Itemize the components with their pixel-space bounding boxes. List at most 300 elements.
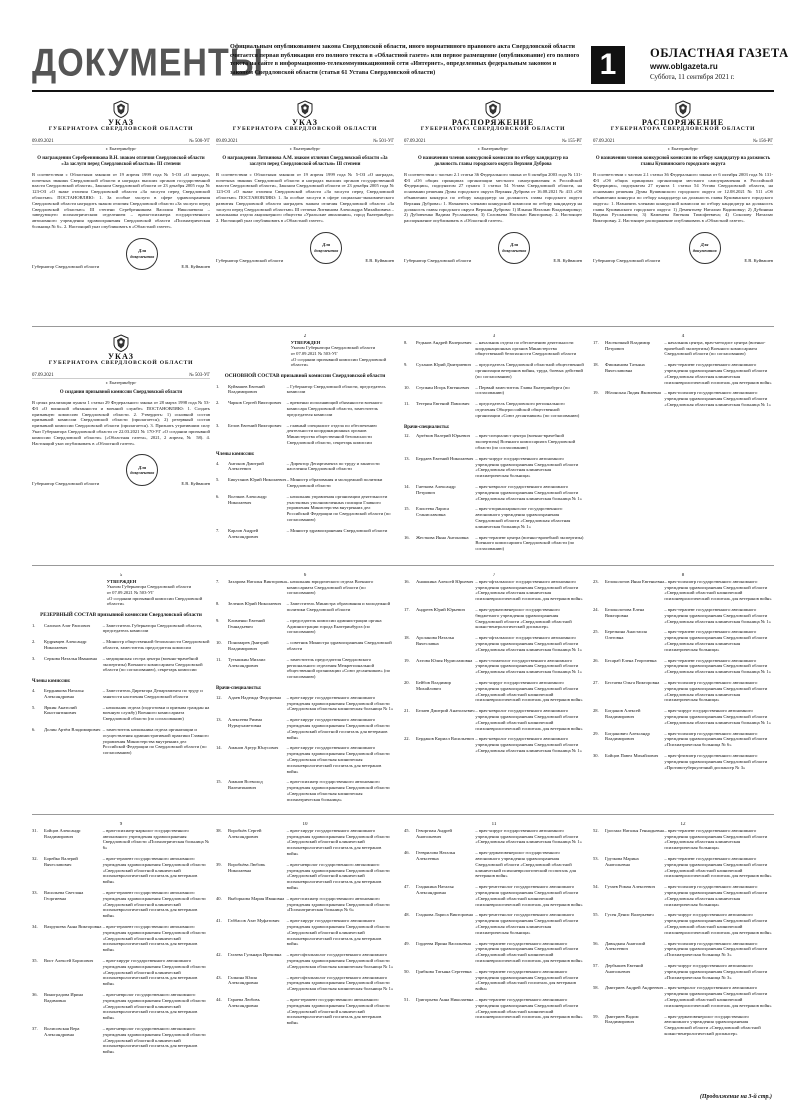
decree-panel <box>216 100 394 320</box>
member-position: – председатель Свердловской областной общественной организации ветеранов войны, труда, боевых действий (по согласованию) <box>475 362 584 379</box>
member-row <box>404 433 584 450</box>
signer-name: Е.В. Куйвашев <box>181 480 210 486</box>
member-position: – врач-невролог государственного автономного учреждения здравоохранения Свердловской области «Свердловский областной клинический психоневрологический госпиталь для ветеранов войн» <box>664 985 772 1008</box>
annex-page-number: 10 <box>302 822 308 827</box>
member-number: 6. <box>216 493 220 499</box>
member-position: – врач-терапевт государственного автономного учреждения здравоохранения Свердловской области «Свердловский областной клинический психоневрологический госпиталь для ветеранов войн» <box>475 940 583 963</box>
member-number: 25. <box>593 629 599 635</box>
member-row <box>32 1026 210 1055</box>
member-position: – врач-психиатр государственного автономного учреждения здравоохранения Свердловской области «Свердловская областная клиническая психиатрическая больница» <box>664 884 768 907</box>
member-number: 9. <box>404 362 408 368</box>
member-position: – врач-терапевт центра (военно-врачебной экспертизы) Военного комиссариата Свердловской области (по согласованию) <box>475 534 584 552</box>
member-row <box>216 828 394 857</box>
member-name: Аманов Артур Юнусович <box>228 745 279 751</box>
decree-subtitle: ГУБЕРНАТОРА СВЕРДЛОВСКОЙ ОБЛАСТИ <box>232 125 378 132</box>
member-row <box>216 423 394 446</box>
member-name: Кудрявцев Александр Николаевич <box>44 639 87 650</box>
page-header <box>0 0 800 92</box>
decree-meta <box>216 139 394 146</box>
member-name: Тетерин Евгений Павлович <box>416 401 470 407</box>
member-position: – врач-терапевт государственного автономного учреждения здравоохранения Свердловской области «Свердловская областная клиническая больница № 1» <box>664 657 771 675</box>
member-number: 57. <box>593 962 599 968</box>
member-row <box>216 997 394 1026</box>
member-name: Фишкинова Татьяна Вячеславовна <box>605 362 645 373</box>
member-row <box>404 362 584 379</box>
member-name: Насекочный Владимир Петрович <box>605 339 650 351</box>
member-number: 3. <box>216 422 220 428</box>
member-name: Габбасов Азат Муфатович <box>228 918 280 924</box>
member-number: 32. <box>32 855 38 861</box>
member-number: 44. <box>216 996 222 1002</box>
official-stamp: Для документов <box>310 232 342 264</box>
member-name: Пономарев Дмитрий Владимирович <box>228 640 269 651</box>
decree-body: В соответствии с частью 2.1 статьи 36 Федерального закона от 6 октября 2003 года № 131-ФЗ «Об общих принципах организации местного самоуправления в Российской Федерации», подпунктом 27 пункта 1 статьи 54 Устава Свердловской области, на основании решения Думы Кушвинского городского округа от 12.08.2021 № 511 «Об объявлении конкурса по отбору кандидатур на должность главы Кушвинского городского округа»: 1. Назначить членами конкурсной комиссии по отбору кандидатур на должность главы Кушвинского городского округа: 1) Дементьеву Наталью Вадимовну; 2) Дубинина Вадима Руслановича; 3) Каменева Евгения Тимофеевича; 4) Соколову Наталью Викторовну. 2. Настоящее распоряжение опубликовать в «Областной газете». <box>593 171 773 224</box>
member-position: – врач-дерматовенеролог государственного бюджетного учреждения здравоохранения Свердловской области «Свердловский областной кожно-венерологический диспансер» <box>475 606 572 630</box>
member-number: 11. <box>216 656 222 662</box>
decree-meta <box>404 139 582 146</box>
member-position: – врач-хирург государственного автономного учреждения здравоохранения Свердловской области «Свердловский областной госпиталь для ветеранов войн» <box>286 717 390 740</box>
member-name: Ступкин Игорь Евгеньевич <box>416 384 470 390</box>
member-number: 52. <box>593 827 599 833</box>
decree-subtitle: ГУБЕРНАТОРА СВЕРДЛОВСКОЙ ОБЛАСТИ <box>48 359 194 366</box>
member-row <box>593 884 773 907</box>
member-name: Васильева Светлана Георгиевна <box>44 889 84 901</box>
member-position: – начальник отдела по обеспечению деятельности координационных органов Министерства общественной безопасности Свердловской области <box>475 339 577 357</box>
member-number: 45. <box>404 827 410 833</box>
member-position: – врач-хирург государственного автономного учреждения здравоохранения Свердловской области «Свердловский областной клинический психоневрологический госпиталь для ветеранов войн» <box>286 827 390 856</box>
member-number: 15. <box>404 506 410 512</box>
decree-panel <box>593 100 773 320</box>
member-name: Дмитриев Вадим Владимирович <box>605 1013 639 1025</box>
member-name: Воробьёв Сергей Александрович <box>228 827 262 839</box>
member-row <box>32 656 210 673</box>
member-row <box>593 579 773 602</box>
member-number: 17. <box>404 606 410 612</box>
member-position: – врач-офтальмолог государственного автономного учреждения здравоохранения Свердловской области «Свердловская областная клиническая больница № 1» <box>286 952 394 969</box>
member-position: – Директор Департамента по труду и занятости населения Свердловской области <box>286 460 380 472</box>
decree-city: г. Екатеринбург <box>667 146 699 152</box>
member-number: 43. <box>216 974 222 980</box>
decree-city: г. Екатеринбург <box>477 146 509 152</box>
signer-role: Губернатор Свердловской области <box>404 258 472 264</box>
member-name: Гагаева Гульнара Ирековна <box>228 952 282 958</box>
member-number: 23. <box>593 578 599 584</box>
row-divider <box>32 565 774 566</box>
member-name: Андреев Юрий Юрьевич <box>416 606 465 612</box>
signature-block <box>216 230 394 264</box>
member-name: Гузаев Роман Алексеевич <box>605 884 656 890</box>
decree-panel <box>32 334 210 559</box>
newspaper-site-link[interactable]: www.oblgazeta.ru <box>650 62 718 71</box>
decree-city: г. Екатеринбург <box>289 146 321 152</box>
member-name: Алексеева Римма Нурмухаметовна <box>228 717 263 728</box>
member-name: Бестаева Ольга Викторовна <box>605 679 660 685</box>
member-row <box>404 997 584 1020</box>
member-name: Белоколотов Инна Евгеньевна <box>605 578 665 584</box>
member-number: 59. <box>593 1013 599 1019</box>
member-number: 4. <box>32 687 36 693</box>
member-position: – врач-офтальмолог государственного автономного учреждения здравоохранения Свердловской области «Свердловская областная клиническая психоневрологический госпиталь для ветеранов войн» <box>475 578 583 602</box>
member-row <box>593 753 773 770</box>
row-divider <box>32 326 774 327</box>
group-heading: Врачи-специалисты: <box>404 424 450 430</box>
member-name: Белоколотова Елена Викторовна <box>605 606 645 618</box>
member-number: 16. <box>404 534 410 540</box>
decree-number: № 155-РГ <box>561 138 582 144</box>
signature-block <box>404 230 582 264</box>
member-name: Геворгиан Андрей Анатольевич <box>416 827 452 839</box>
member-row <box>216 975 394 992</box>
annex-page-number: 9 <box>119 822 123 827</box>
member-number: 1. <box>32 622 36 628</box>
member-row <box>404 884 584 907</box>
member-number: 10. <box>216 640 222 646</box>
member-row <box>32 727 210 756</box>
member-row <box>216 384 394 396</box>
decree-meta <box>32 373 210 380</box>
commission-list-panel <box>593 334 773 559</box>
decree-number: № 501-УГ <box>373 138 394 144</box>
member-position: – врач-рентгенолог государственного автономного учреждения здравоохранения Свердловской области «Свердловская областная клиническая психиатрическая больница» <box>475 912 579 935</box>
decree-meta <box>593 139 773 146</box>
member-number: 56. <box>593 940 599 946</box>
member-position: – врач-терапевт государственного автономного учреждения здравоохранения Свердловской области «Свердловский областной клинический психоневрологический госпиталь для ветеранов войн» <box>475 996 583 1020</box>
member-row <box>593 340 773 357</box>
member-row <box>404 401 584 418</box>
member-number: 14. <box>216 745 222 751</box>
member-position: – медицинская сестра центра (военно-врачебной экспертизы) Военного комиссариата Свердловской области (по согласованию), секретарь комиссии <box>102 655 203 673</box>
member-position: – врач-хирург государственного автономного учреждения здравоохранения Свердловской области «Свердловская областная клиническая психоневрологический госпиталь для ветеранов войн» <box>286 745 390 774</box>
approval-block <box>291 340 394 368</box>
signer-name: Е.В. Куйвашев <box>181 263 210 269</box>
decree-title: УКАЗ <box>108 118 134 127</box>
member-position: – врач-психиатр государственного автономного учреждения здравоохранения Свердловской области «Свердловская областная клиническая больница № 1» <box>664 390 771 407</box>
decree-city: г. Екатеринбург <box>105 380 137 386</box>
member-number: 15. <box>216 779 222 785</box>
member-row <box>32 924 210 953</box>
member-number: 12. <box>404 433 410 439</box>
member-number: 54. <box>593 884 599 890</box>
member-position: – врач-хирург государственного автономного учреждения здравоохранения Свердловской области «Свердловская областная клиническая больница № 1» <box>286 694 394 712</box>
annex-page-number: 7 <box>492 573 496 578</box>
member-row <box>216 618 394 635</box>
member-number: 49. <box>404 940 410 946</box>
member-row <box>216 528 394 540</box>
member-name: Богданович Александр Владимирович <box>605 730 650 742</box>
member-name: Анашкина Алексей Юрьевич <box>416 578 474 584</box>
commission-list-panel <box>216 822 394 1092</box>
member-name: Воробьёва Любовь Николаевна <box>228 861 266 873</box>
member-position: – врач-оториноларинголог государственного автономного учреждения здравоохранения Свердловской области «Свердловская областная клиническая больница № 1» <box>475 506 571 529</box>
member-position: – врач-терапевт государственного автономного учреждения здравоохранения Свердловской области «Свердловская областная клиническая больница № 1» <box>664 606 771 624</box>
commission-list-panel <box>404 334 584 559</box>
approval-label: УТВЕРЖДЕН <box>106 578 137 584</box>
member-row <box>216 657 394 680</box>
member-position: – временно исполняющий обязанности военного комиссара Свердловской области, заместитель председателя комиссии <box>286 400 383 417</box>
approval-block <box>107 579 210 607</box>
decree-title: УКАЗ <box>108 352 134 361</box>
signer-name: Е.В. Куйвашев <box>744 258 773 264</box>
member-number: 29. <box>593 730 599 736</box>
member-name: Гросмал Наталья Геннадьевна <box>605 827 664 833</box>
member-number: 19. <box>404 657 410 663</box>
member-row <box>404 456 584 479</box>
member-number: 8. <box>216 601 220 607</box>
decree-body: В соответствии с Областным законом от 19 апреля 1999 года № 5-ОЗ «О наградах, почетных званиях Свердловской области и наградах высших органов государственной власти Свердловской области», Законом Свердловской области от 23 декабря 2005 года № 123-ОЗ «О знаке отличия Свердловской области «За заслуги перед Свердловской областью» ПОСТАНОВЛЯЮ: 1. За особые заслуги в сфере социально-экономического развития Свердловской области наградить знаком отличия Свердловской области «За заслуги перед Свердловской областью» III степени Литвинова Александра Михайловича – начальника отдела акционерного общества «Уральские авиалинии», город Екатеринбург. 2. Настоящий указ опубликовать в «Областной газете». <box>216 171 394 224</box>
decree-date: 07.09.2021 <box>404 138 426 144</box>
member-row <box>404 708 584 731</box>
member-name: Виноградова Ирина Вадимовна <box>44 991 83 1003</box>
member-row <box>216 717 394 740</box>
member-number: 47. <box>404 884 410 890</box>
member-number: 41. <box>216 918 222 924</box>
commission-list-panel <box>216 573 394 808</box>
member-name: Редьков Андрей Валерьевич <box>416 339 472 345</box>
member-number: 53. <box>593 855 599 861</box>
member-number: 38. <box>216 827 222 833</box>
member-name: Елисеева Лариса Станиславовна <box>416 506 450 518</box>
member-row <box>593 1014 773 1037</box>
member-position: – врач-невролог государственного автономного учреждения здравоохранения Свердловской области «Свердловский областной клинический психоневрологический госпиталь для ветеранов войн» <box>475 708 583 731</box>
member-name: Артёмов Валерий Юрьевич <box>416 433 471 439</box>
member-row <box>404 579 584 602</box>
member-name: Чарков Сергей Викторович <box>228 400 282 406</box>
coat-of-arms-icon <box>485 100 501 118</box>
member-position: – врач-дерматовенеролог государственного автономного учреждения здравоохранения Свердловской области «Свердловский областной кожно-венерологический диспансер» <box>664 1013 761 1036</box>
member-position: – врач-хирург государственного автономного учреждения здравоохранения Свердловской области «Свердловский областной клинический психоневрологический госпиталь для ветеранов войн» <box>102 957 206 987</box>
annex-page-number: 2 <box>303 334 307 339</box>
member-row <box>404 607 584 630</box>
decree-body: В целях реализации пункта 1 статьи 29 Федерального закона от 28 марта 1998 года № 53-ФЗ «О воинской обязанности и военной службе» ПОСТАНОВЛЯЮ: 1. Создать призывную комиссию Свердловской области. 2. Утвердить: 1) основной состав призывной комиссии Свердловской области (прилагается); 2) резервный состав призывной комиссии Свердловской области (прилагается). 3. Признать утратившим силу Указ Губернатора Свердловской области от 22.03.2021 № 170-УГ «О создании призывной комиссии Свердловской области» («Областная газета», 2021, 2 апреля, № 58). 4. Настоящий указ опубликовать в «Областной газете». <box>32 399 210 446</box>
member-row <box>593 390 773 407</box>
member-position: – врач-психиатр государственного автономного учреждения здравоохранения Свердловской области «Свердловская областная клиническая психиатрическая больница» <box>286 779 390 802</box>
member-position: – врач-хирург государственного автономного учреждения здравоохранения Свердловской области «Психиатрическая больница № 3» <box>664 962 768 980</box>
member-name: Антонов Дмитрий Алексеевич <box>228 460 264 472</box>
member-number: 51. <box>404 996 410 1002</box>
member-number: 4. <box>216 460 220 466</box>
member-name: Карлов Андрей Александрович <box>228 527 259 539</box>
commission-list-panel <box>32 822 210 1092</box>
decree-number: № 156-РГ <box>752 138 773 144</box>
member-number: 55. <box>593 912 599 918</box>
member-row <box>216 745 394 774</box>
decree-heading: О назначении членов конкурсной комиссии по отбору кандидатур на должность главы городского округа Верхняя Дуброва <box>417 156 569 167</box>
approval-line: Указом Губернатора Свердловской области <box>106 584 192 590</box>
member-row <box>32 623 210 635</box>
approval-line: от 07.09.2021 № 503-УГ <box>106 589 154 595</box>
signer-role: Губернатор Свердловской области <box>216 258 284 264</box>
member-row <box>593 731 773 748</box>
member-row <box>404 484 584 501</box>
member-number: 42. <box>216 952 222 958</box>
member-row <box>404 850 584 879</box>
member-number: 48. <box>404 912 410 918</box>
member-number: 13. <box>216 717 222 723</box>
member-number: 27. <box>593 679 599 685</box>
member-row <box>593 963 773 980</box>
member-row <box>404 941 584 964</box>
member-position: – врач-фтизиатр государственного автономного учреждения здравоохранения Свердловской области «Противотуберкулезный диспансер № 3» <box>664 752 768 770</box>
member-position: – Заместитель Губернатора Свердловской области, председатель комиссии <box>102 622 203 634</box>
member-number: 40. <box>216 895 222 901</box>
member-name: Аманов Всеволод Валентинович <box>228 779 263 791</box>
member-name: Галкина Юлия Александровна <box>228 974 258 986</box>
member-position: – врач-терапевт государственного автономного учреждения здравоохранения Свердловской области «Свердловский областной клинический психоневрологический госпиталь для ветеранов войн» <box>102 889 206 919</box>
decree-panel <box>404 100 582 320</box>
member-name: Гладкова Лариса Викторовна <box>416 912 473 918</box>
member-name: Гараева Любовь Александровна <box>228 996 260 1008</box>
member-position: – врач-невролог государственного автономного учреждения здравоохранения Свердловской области «Свердловский областной клинический психоневрологический госпиталь для ветеранов войн» <box>286 861 390 890</box>
decree-subtitle: ГУБЕРНАТОРА СВЕРДЛОВСКОЙ ОБЛАСТИ <box>420 125 566 132</box>
member-row <box>216 494 394 523</box>
member-name: Тутышкин Михаил Александрович <box>228 656 266 668</box>
member-name: Клименко Евгений Геннадьевич <box>228 617 265 629</box>
member-position: – председатель Свердловского регионального отделения Общероссийской общественной организации «Союз десантников» (по согласованию) <box>475 401 580 418</box>
member-number: 3. <box>32 655 36 661</box>
member-row <box>593 708 773 725</box>
member-number: 14. <box>404 483 410 489</box>
decree-date: 09.09.2021 <box>216 138 238 144</box>
member-number: 30. <box>593 752 599 758</box>
member-number: 10. <box>404 384 410 390</box>
member-position: – врач-психиатр государственного автономного учреждения здравоохранения Свердловской области «Психиатрическая больница № 6» <box>286 895 390 913</box>
signer-name: Е.В. Куйвашев <box>553 258 582 264</box>
member-name: Серкова Наталья Ивановна <box>44 655 97 661</box>
member-name: Белов Евгений Викторович <box>228 422 282 428</box>
decree-panel <box>32 100 210 320</box>
commission-title: ОСНОВНОЙ СОСТАВ призывной комиссии Свердловской области <box>224 372 386 379</box>
member-position: – начальник отдела (подготовки и призыва граждан на военную службу) Военного комиссариата Свердловской области (по согласованию) <box>102 704 210 722</box>
member-number: 7. <box>216 527 220 533</box>
decree-date: 07.09.2021 <box>593 138 615 144</box>
member-position: – врач-хирург государственного автономного учреждения здравоохранения Свердловской области «Свердловский областной клинический психоневрологический госпиталь для ветеранов войн» <box>664 912 772 935</box>
annex-page-number: 4 <box>681 334 685 339</box>
member-position: – врач-невролог государственного автономного учреждения здравоохранения Свердловской области «Свердловская областная клиническая больница № 1» <box>475 736 582 753</box>
member-row <box>404 535 584 552</box>
member-number: 35. <box>32 957 38 963</box>
member-position: – главный специалист отдела по обеспечению деятельности координационных органов Министерства общественной безопасности Свердловской области, секретарь комиссии <box>286 422 377 445</box>
member-name: Бердникова Наталья Александровна <box>44 687 84 699</box>
member-position: – врач-терапевт государственного автономного учреждения здравоохранения Свердловской области «Свердловский областной клинический психоневрологический госпиталь для ветеранов войн» <box>286 996 390 1026</box>
member-number: 7. <box>216 578 220 584</box>
member-row <box>404 969 584 992</box>
member-position: – врач-терапевт государственного автономного учреждения здравоохранения Свердловской области «Свердловская областная клиническая психиатрическая больница» <box>664 629 768 652</box>
signature-block <box>32 236 210 270</box>
decree-heading: О назначении членов конкурсной комиссии по отбору кандидатур на должность главы Кушвинского городского округа <box>595 156 771 167</box>
member-number: 11. <box>404 401 410 407</box>
member-number: 1. <box>216 383 220 389</box>
member-row <box>593 985 773 1008</box>
member-number: 26. <box>593 657 599 663</box>
member-row <box>216 896 394 913</box>
member-name: Суханов Юрий Дмитриевич <box>416 362 471 368</box>
member-position: – начальник юридического отдела Военного комиссариата Свердловской области (по согласованию) <box>286 578 374 596</box>
member-row <box>216 952 394 969</box>
member-position: – врач-невролог государственного автономного учреждения здравоохранения Свердловской области «Свердловский областной клинический психоневрологический госпиталь для ветеранов войн» <box>102 1025 206 1055</box>
member-name: Гееврилова Наталья Алексеевна <box>416 850 456 861</box>
member-row <box>32 958 210 987</box>
member-position: – врач-офтальмолог государственного автономного учреждения здравоохранения Свердловской области «Свердловская областная клиническая больница № 1» <box>286 974 394 992</box>
member-number: 24. <box>593 606 599 612</box>
member-position: – врач-терапевт государственного автономного учреждения здравоохранения Свердловской области «Свердловская областная клиническая психоневрологический госпиталь для ветеранов войн» <box>664 362 772 385</box>
member-number: 21. <box>404 708 410 714</box>
decree-title: РАСПОРЯЖЕНИЕ <box>451 118 535 127</box>
decree-heading: О награждении Серебренникова В.Н. знаком отличия Свердловской области «За заслуги перед Свердловской областью» III степени <box>37 156 205 167</box>
member-name: Бердаков Кирилл Васильевич <box>416 736 474 742</box>
official-stamp: Для документов <box>126 238 158 270</box>
member-position: – врач-хирург государственного автономного учреждения здравоохранения Свердловской области «Свердловская областная клиническая больница № 1» <box>664 708 771 725</box>
member-number: 39. <box>216 861 222 867</box>
member-name: Бердаев Евгений Николаевич <box>416 455 474 461</box>
member-number: 36. <box>32 991 38 997</box>
member-number: 46. <box>404 850 410 856</box>
member-name: Долин Артём Владимирович <box>44 726 101 732</box>
member-row <box>404 340 584 357</box>
member-row <box>32 639 210 651</box>
coat-of-arms-icon <box>113 334 129 352</box>
member-position: – врач-невролог государственного автономного учреждения здравоохранения Свердловской области «Свердловский областной клинический психоневрологический госпиталь для ветеранов войн» <box>102 991 206 1021</box>
member-position: – заместитель начальника отдела организации и осуществления административной практики Главного управления Министерства внутренних дел Российской Федерации по Свердловской области (по согласованию) <box>102 726 209 756</box>
decree-date: 07.09.2021 <box>32 372 54 378</box>
member-number: 33. <box>32 889 38 895</box>
decree-body: В соответствии с Областным законом от 19 апреля 1999 года № 5-ОЗ «О наградах, почетных званиях Свердловской области и наградах высших органов государственной власти Свердловской области», Законом Свердловской области от 23 декабря 2005 года № 123-ОЗ «О знаке отличия Свердловской области «За заслуги перед Свердловской областью» ПОСТАНОВЛЯЮ: 1. За особые заслуги в сфере здравоохранения Свердловской области наградить знаком отличия Свердловской области «За заслуги перед Свердловской областью» III степени Серебренникова Василия Николаевича – заведующего психиатрическим отделением – врача-психиатра государственного автономного учреждения здравоохранения Свердловской области «Психиатрическая больница № 6». 2. Настоящий указ опубликовать в «Областной газете». <box>32 171 210 229</box>
member-row <box>404 680 584 703</box>
member-position: – врач-психиатр государственного автономного учреждения здравоохранения Свердловской области «Психиатрическая больница № 6» <box>664 730 768 748</box>
signature-block <box>593 230 773 264</box>
member-row <box>593 362 773 385</box>
member-row <box>32 856 210 885</box>
member-number: 9. <box>216 617 220 623</box>
member-position: – врач-терапевт государственного автономного учреждения здравоохранения Свердловской области «Свердловский областной госпиталь для ветеранов войн» <box>475 968 579 992</box>
approval-line: от 07.09.2021 № 503-УГ <box>290 350 338 356</box>
member-row <box>593 828 773 851</box>
member-name: Салихов Азат Раисович <box>44 622 91 628</box>
decree-date: 09.09.2021 <box>32 138 54 144</box>
decree-title: УКАЗ <box>292 118 318 127</box>
member-row <box>593 607 773 624</box>
member-name: Ахтова Юлия Нурисламовна <box>416 657 473 663</box>
decree-title: РАСПОРЯЖЕНИЕ <box>641 118 725 127</box>
member-position: – врач-хирург государственного автономного учреждения здравоохранения Свердловской области «Свердловский областной клинический психоневрологический госпиталь для ветеранов войн» <box>286 918 390 947</box>
member-number: 18. <box>593 362 599 368</box>
group-heading: Члены комиссии: <box>32 679 71 685</box>
member-position: – врач-рентгенолог государственного автономного учреждения здравоохранения Свердловской области «Свердловский областной клинический психоневрологический госпиталь для ветеранов войн» <box>475 884 583 907</box>
member-position: – врач-психиатр государственного автономного учреждения здравоохранения Свердловской области «Свердловская областная клиническая психиатрическая больница» <box>664 679 768 703</box>
commission-list-panel <box>216 334 394 559</box>
member-position: – врач-офтальмолог государственного автономного учреждения здравоохранения Свердловской области «Свердловская областная клиническая больница № 1» <box>475 635 582 652</box>
member-name: Березкина Анастасия Олеговна <box>605 629 647 641</box>
member-name: Вахрушева Анна Викторовна <box>44 923 102 929</box>
decree-city: г. Екатеринбург <box>105 146 137 152</box>
commission-list-panel <box>32 573 210 808</box>
member-row <box>216 461 394 473</box>
member-position: – врач-терапевт государственного автономного учреждения здравоохранения Свердловской области «Свердловский областной клинический психоневрологический госпиталь для ветеранов войн» <box>664 855 772 879</box>
member-row <box>32 890 210 919</box>
approval-line: «О создании призывной комиссии Свердловской области» <box>106 595 203 607</box>
member-number: 8. <box>404 339 408 345</box>
member-position: – врач-терапевт государственного автономного учреждения здравоохранения Свердловской области «Свердловский областной клинический психоневрологический госпиталь для ветеранов войн» <box>102 855 206 885</box>
annex-page-number: 8 <box>681 573 685 578</box>
member-row <box>593 658 773 675</box>
member-row <box>32 688 210 700</box>
member-position: – председатель комиссии администрации органа Администрации города Екатеринбурга (по согласованию) <box>286 617 382 635</box>
member-name: Бойцов Павел Михайлович <box>605 752 659 758</box>
member-row <box>404 385 584 397</box>
member-position: – врач-психиатр государственного автономного учреждения здравоохранения Свердловской области «Психиатрическая больница № 3» <box>664 940 768 958</box>
coat-of-arms-icon <box>113 100 129 118</box>
member-name: Грибкова Татьяна Сергеевна <box>416 968 472 974</box>
member-row <box>404 658 584 675</box>
